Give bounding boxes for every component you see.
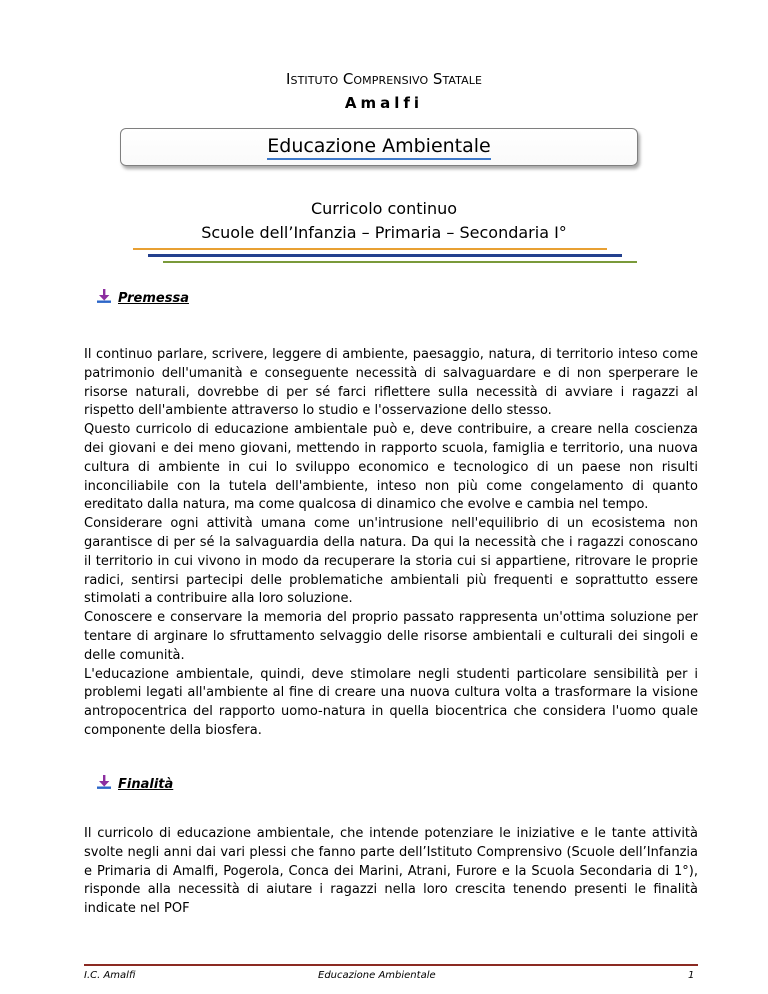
premessa-paragraph: L'educazione ambientale, quindi, deve stimolare negli studenti particolare sensibilità per i problemi legati all'ambiente al fine di creare una nuova cultura volta a trasformare la visione antropocentrica del rapporto uomo-natura in quella biocentrica che considera l'uomo quale componente della biosfera. [84, 666, 698, 738]
subtitle [0, 197, 768, 245]
finalita-text [84, 825, 698, 919]
divider-blue [148, 254, 622, 257]
city-name: Amalfi [344, 94, 424, 112]
premessa-label: Premessa [118, 291, 189, 306]
premessa-text [84, 346, 698, 741]
premessa-paragraph: Questo curricolo di educazione ambientale può e, deve contribuire, a creare nella coscienza dei giovani e dei meno giovani, mettendo in rapporto scuola, famiglia e territorio, una nuova cultura di ambiente in cui lo sviluppo economico e tecnologico di un paese non risulti inconciliabile con la tutela dell'ambiente, inteso non più come congelamento di quanto ereditato dalla natura, ma come qualcosa di dinamico che evolve e cambia nel tempo. [84, 422, 698, 513]
school-word-comprensivo: OMPRENSIVO [353, 74, 429, 87]
section-heading-finalita [96, 775, 173, 792]
divider-green [163, 261, 637, 263]
divider-orange [133, 248, 607, 250]
page-number: 1 [688, 970, 695, 981]
finalita-label: Finalità [118, 777, 174, 792]
footer-left: I.C. Amalfi [84, 970, 136, 981]
premessa-paragraph: Il continuo parlare, scrivere, leggere di ambiente, paesaggio, natura, di territorio inteso come patrimonio dell'umanità e conseguente necessità di salvaguardare e di non sperperare le risorse naturali, dovrebbe di per sé farci riflettere sulla necessità di avviare i ragazzi al rispetto dell'ambiente attraverso lo studio e l'osservazione dello stesso. [84, 347, 698, 419]
finalita-paragraph: Il curricolo di educazione ambientale, che intende potenziare le iniziative e le tante attività svolte negli anni dai vari plessi che fanno parte dell’Istituto Comprensivo (Scuole dell’Infanzia e Primaria di Amalfi, Pogerola, Conca dei Marini, Atrani, Furore e la Scuola Secondaria di 1°), risponde alla necessità di aiutare i ragazzi nella loro crescita tenendo presenti le finalità indicate nel POF [84, 826, 698, 917]
school-initial-c: C [342, 70, 354, 88]
school-initial-s: S [432, 70, 443, 88]
footer-rule [84, 964, 698, 966]
footer-center: Educazione Ambientale [318, 970, 436, 981]
premessa-paragraph: Considerare ogni attività umana come un'intrusione nell'equilibrio di un ecosistema non garantisce di per sé la salvaguardia della natura. Da qui la necessità che i ragazzi conoscano il territorio in cui vivono in modo da recuperare la storia cui si appartiene, ritrovare le proprie radici, sentirsi partecipi delle problematiche ambientali più frequenti e soprattutto essere stimolati a contribuire alla loro soluzione. [84, 516, 698, 607]
section-heading-premessa [96, 289, 189, 306]
school-initial-i: I [285, 70, 291, 88]
school-word-statale: TATALE [442, 74, 483, 87]
school-word-istituto: STITUTO [290, 74, 339, 87]
title-box [120, 128, 638, 166]
arrow-down-icon [96, 289, 112, 303]
school-name [0, 70, 768, 88]
subtitle-line-2: Scuole dell’Infanzia – Primaria – Secondaria I° [201, 223, 567, 242]
document-title: Educazione Ambientale [267, 134, 490, 160]
arrow-down-icon [96, 775, 112, 789]
subtitle-line-1: Curricolo continuo [310, 199, 458, 218]
premessa-paragraph: Conoscere e conservare la memoria del proprio passato rappresenta un'ottima soluzione per tentare di arginare lo sfruttamento selvaggio delle risorse ambientali e culturali dei singoli e delle comunità. [84, 610, 698, 663]
